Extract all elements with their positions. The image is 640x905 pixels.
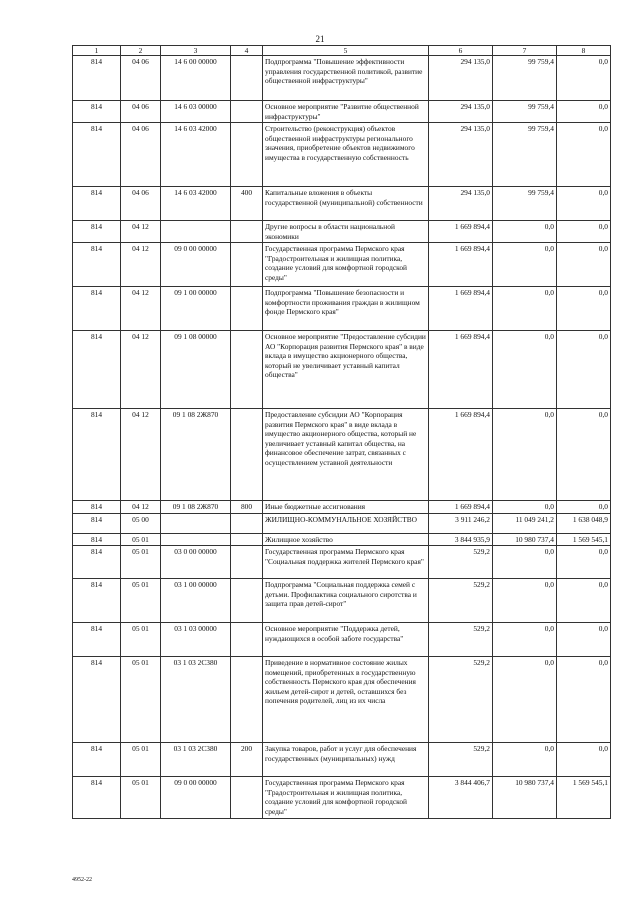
cell-amount-2: 0,0 — [493, 623, 557, 657]
col-header-2: 2 — [121, 46, 161, 56]
cell-amount-3: 0,0 — [557, 56, 611, 101]
cell-expense-type — [231, 657, 263, 743]
cell-amount-2: 10 980 737,4 — [493, 777, 557, 819]
cell-amount-3: 0,0 — [557, 546, 611, 579]
table-row — [73, 409, 611, 501]
cell-section: 05 01 — [121, 579, 161, 623]
cell-amount-3: 0,0 — [557, 623, 611, 657]
cell-code: 814 — [73, 533, 121, 545]
cell-expense-type: 200 — [231, 743, 263, 777]
cell-name: ЖИЛИЩНО-КОММУНАЛЬНОЕ ХОЗЯЙСТВО — [263, 513, 429, 533]
cell-expense-type — [231, 579, 263, 623]
cell-amount-2: 0,0 — [493, 743, 557, 777]
cell-amount-3: 0,0 — [557, 123, 611, 187]
cell-amount-3: 0,0 — [557, 743, 611, 777]
cell-section: 04 12 — [121, 409, 161, 501]
cell-code: 814 — [73, 409, 121, 501]
cell-target: 03 1 03 00000 — [161, 623, 231, 657]
cell-amount-3: 0,0 — [557, 187, 611, 221]
cell-name: Строительство (реконструкция) объектов общественной инфраструктуры регионального значения, приобретение объектов недвижимого имущества в государственную собственность — [263, 123, 429, 187]
cell-expense-type — [231, 777, 263, 819]
table-row — [73, 101, 611, 123]
cell-amount-3: 1 569 545,1 — [557, 777, 611, 819]
cell-target: 14 6 03 42000 — [161, 123, 231, 187]
cell-section: 04 12 — [121, 243, 161, 287]
table-row — [73, 657, 611, 743]
cell-code: 814 — [73, 101, 121, 123]
cell-code: 814 — [73, 243, 121, 287]
cell-name: Капитальные вложения в объекты государственной (муниципальной) собственности — [263, 187, 429, 221]
table-row — [73, 56, 611, 101]
cell-name: Основное мероприятие "Предоставление субсидии АО "Корпорация развития Пермского края" в виде вклада в имущество акционерного общества, который не увеличивает уставный капитал общества" — [263, 331, 429, 409]
cell-name: Предоставление субсидии АО "Корпорация развития Пермского края" в виде вклада в имущество акционерного общества, который не увеличивает уставный капитал общества, на финансовое обеспечение затрат, связанных с осуществлением уставной деятельности — [263, 409, 429, 501]
cell-name: Основное мероприятие "Поддержка детей, нуждающихся в особой заботе государства" — [263, 623, 429, 657]
cell-section: 04 12 — [121, 331, 161, 409]
cell-amount-1: 1 669 894,4 — [429, 331, 493, 409]
cell-target: 09 1 00 00000 — [161, 287, 231, 331]
cell-section: 04 06 — [121, 187, 161, 221]
cell-amount-1: 1 669 894,4 — [429, 221, 493, 243]
cell-amount-2: 0,0 — [493, 221, 557, 243]
cell-expense-type: 800 — [231, 501, 263, 513]
cell-section: 05 01 — [121, 743, 161, 777]
table-row — [73, 623, 611, 657]
cell-amount-1: 1 669 894,4 — [429, 287, 493, 331]
cell-target: 03 1 03 2С380 — [161, 743, 231, 777]
cell-section: 04 12 — [121, 287, 161, 331]
cell-expense-type: 400 — [231, 187, 263, 221]
cell-amount-3: 1 638 048,9 — [557, 513, 611, 533]
cell-target: 14 6 03 42000 — [161, 187, 231, 221]
cell-name: Подпрограмма "Повышение эффективности управления государственной политикой, развитие общественной инфраструктуры" — [263, 56, 429, 101]
cell-amount-2: 0,0 — [493, 546, 557, 579]
cell-amount-1: 3 844 935,9 — [429, 533, 493, 545]
table-row — [73, 243, 611, 287]
cell-amount-2: 0,0 — [493, 501, 557, 513]
cell-name: Государственная программа Пермского края "Градостроительная и жилищная политика, создание условий для комфортной городской среды" — [263, 777, 429, 819]
cell-amount-3: 0,0 — [557, 501, 611, 513]
cell-target: 03 1 00 00000 — [161, 579, 231, 623]
cell-name: Другие вопросы в области национальной экономики — [263, 221, 429, 243]
table-header-row — [73, 46, 611, 56]
cell-section: 05 01 — [121, 657, 161, 743]
cell-amount-2: 99 759,4 — [493, 101, 557, 123]
cell-name: Иные бюджетные ассигнования — [263, 501, 429, 513]
cell-expense-type — [231, 123, 263, 187]
cell-code: 814 — [73, 501, 121, 513]
cell-target: 09 1 08 2Ж870 — [161, 501, 231, 513]
cell-amount-3: 0,0 — [557, 101, 611, 123]
cell-amount-1: 529,2 — [429, 623, 493, 657]
cell-name: Государственная программа Пермского края "Социальная поддержка жителей Пермского края" — [263, 546, 429, 579]
col-header-8: 8 — [557, 46, 611, 56]
cell-expense-type — [231, 56, 263, 101]
cell-amount-3: 0,0 — [557, 409, 611, 501]
col-header-7: 7 — [493, 46, 557, 56]
cell-name: Подпрограмма "Социальная поддержка семей с детьми. Профилактика социального сиротства и защита прав детей-сирот" — [263, 579, 429, 623]
cell-amount-3: 0,0 — [557, 579, 611, 623]
cell-amount-1: 529,2 — [429, 546, 493, 579]
cell-expense-type — [231, 221, 263, 243]
cell-amount-2: 0,0 — [493, 579, 557, 623]
col-header-1: 1 — [73, 46, 121, 56]
cell-code: 814 — [73, 777, 121, 819]
cell-target: 09 0 00 00000 — [161, 777, 231, 819]
cell-expense-type — [231, 546, 263, 579]
cell-name: Приведение в нормативное состояние жилых помещений, приобретенных в государственную собственность Пермского края для обеспечения жильем детей-сирот и детей, оставшихся без попечения родителей, лиц из их числа — [263, 657, 429, 743]
cell-name: Основное мероприятие "Развитие общественной инфраструктуры" — [263, 101, 429, 123]
cell-amount-1: 294 135,0 — [429, 123, 493, 187]
cell-code: 814 — [73, 287, 121, 331]
cell-code: 814 — [73, 331, 121, 409]
col-header-5: 5 — [263, 46, 429, 56]
table-row — [73, 287, 611, 331]
cell-section: 05 01 — [121, 546, 161, 579]
cell-amount-1: 294 135,0 — [429, 56, 493, 101]
cell-code: 814 — [73, 657, 121, 743]
cell-amount-1: 294 135,0 — [429, 101, 493, 123]
cell-amount-3: 1 569 545,1 — [557, 533, 611, 545]
cell-code: 814 — [73, 221, 121, 243]
cell-section: 04 06 — [121, 101, 161, 123]
cell-expense-type — [231, 623, 263, 657]
col-header-4: 4 — [231, 46, 263, 56]
cell-section: 05 00 — [121, 513, 161, 533]
table-row — [73, 579, 611, 623]
cell-section: 05 01 — [121, 777, 161, 819]
cell-section: 04 06 — [121, 56, 161, 101]
cell-amount-1: 3 911 246,2 — [429, 513, 493, 533]
cell-amount-2: 0,0 — [493, 657, 557, 743]
cell-code: 814 — [73, 513, 121, 533]
cell-amount-1: 529,2 — [429, 743, 493, 777]
cell-amount-3: 0,0 — [557, 287, 611, 331]
cell-target: 03 0 00 00000 — [161, 546, 231, 579]
cell-amount-1: 1 669 894,4 — [429, 409, 493, 501]
budget-table — [72, 45, 611, 819]
cell-name: Жилищное хозяйство — [263, 533, 429, 545]
cell-amount-2: 99 759,4 — [493, 56, 557, 101]
cell-amount-1: 3 844 406,7 — [429, 777, 493, 819]
cell-target: 14 6 03 00000 — [161, 101, 231, 123]
cell-amount-2: 99 759,4 — [493, 123, 557, 187]
table-row — [73, 533, 611, 545]
cell-target — [161, 221, 231, 243]
cell-section: 04 12 — [121, 501, 161, 513]
cell-code: 814 — [73, 123, 121, 187]
cell-amount-1: 1 669 894,4 — [429, 243, 493, 287]
table-row — [73, 546, 611, 579]
cell-target — [161, 513, 231, 533]
cell-code: 814 — [73, 743, 121, 777]
page-number: 21 — [315, 34, 325, 44]
table-row — [73, 187, 611, 221]
cell-target: 09 1 08 00000 — [161, 331, 231, 409]
cell-amount-2: 11 049 241,2 — [493, 513, 557, 533]
col-header-6: 6 — [429, 46, 493, 56]
cell-expense-type — [231, 409, 263, 501]
cell-section: 05 01 — [121, 533, 161, 545]
table-row — [73, 513, 611, 533]
table-row — [73, 123, 611, 187]
cell-amount-3: 0,0 — [557, 221, 611, 243]
cell-amount-2: 0,0 — [493, 409, 557, 501]
table-row — [73, 777, 611, 819]
cell-amount-3: 0,0 — [557, 331, 611, 409]
table-row — [73, 501, 611, 513]
table-row — [73, 331, 611, 409]
cell-amount-2: 0,0 — [493, 287, 557, 331]
cell-amount-1: 1 669 894,4 — [429, 501, 493, 513]
cell-amount-2: 0,0 — [493, 243, 557, 287]
cell-code: 814 — [73, 187, 121, 221]
cell-code: 814 — [73, 623, 121, 657]
cell-amount-2: 10 980 737,4 — [493, 533, 557, 545]
cell-amount-2: 99 759,4 — [493, 187, 557, 221]
cell-section: 04 12 — [121, 221, 161, 243]
cell-target: 09 0 00 00000 — [161, 243, 231, 287]
cell-amount-1: 529,2 — [429, 657, 493, 743]
cell-expense-type — [231, 101, 263, 123]
table-row — [73, 221, 611, 243]
cell-code: 814 — [73, 56, 121, 101]
cell-target: 09 1 08 2Ж870 — [161, 409, 231, 501]
col-header-3: 3 — [161, 46, 231, 56]
table-row — [73, 743, 611, 777]
cell-expense-type — [231, 533, 263, 545]
cell-expense-type — [231, 243, 263, 287]
cell-amount-3: 0,0 — [557, 657, 611, 743]
cell-expense-type — [231, 513, 263, 533]
cell-amount-1: 294 135,0 — [429, 187, 493, 221]
cell-section: 05 01 — [121, 623, 161, 657]
cell-code: 814 — [73, 546, 121, 579]
cell-target — [161, 533, 231, 545]
cell-amount-2: 0,0 — [493, 331, 557, 409]
cell-name: Закупка товаров, работ и услуг для обеспечения государственных (муниципальных) нужд — [263, 743, 429, 777]
cell-amount-1: 529,2 — [429, 579, 493, 623]
table-body — [73, 56, 611, 819]
cell-code: 814 — [73, 579, 121, 623]
cell-amount-3: 0,0 — [557, 243, 611, 287]
cell-section: 04 06 — [121, 123, 161, 187]
cell-expense-type — [231, 287, 263, 331]
footer-code: 4952-22 — [72, 877, 92, 883]
cell-target: 14 6 00 00000 — [161, 56, 231, 101]
cell-name: Подпрограмма "Повышение безопасности и комфортности проживания граждан в жилищном фонде Пермского края" — [263, 287, 429, 331]
cell-expense-type — [231, 331, 263, 409]
cell-target: 03 1 03 2С380 — [161, 657, 231, 743]
cell-name: Государственная программа Пермского края "Градостроительная и жилищная политика, создание условий для комфортной городской среды" — [263, 243, 429, 287]
